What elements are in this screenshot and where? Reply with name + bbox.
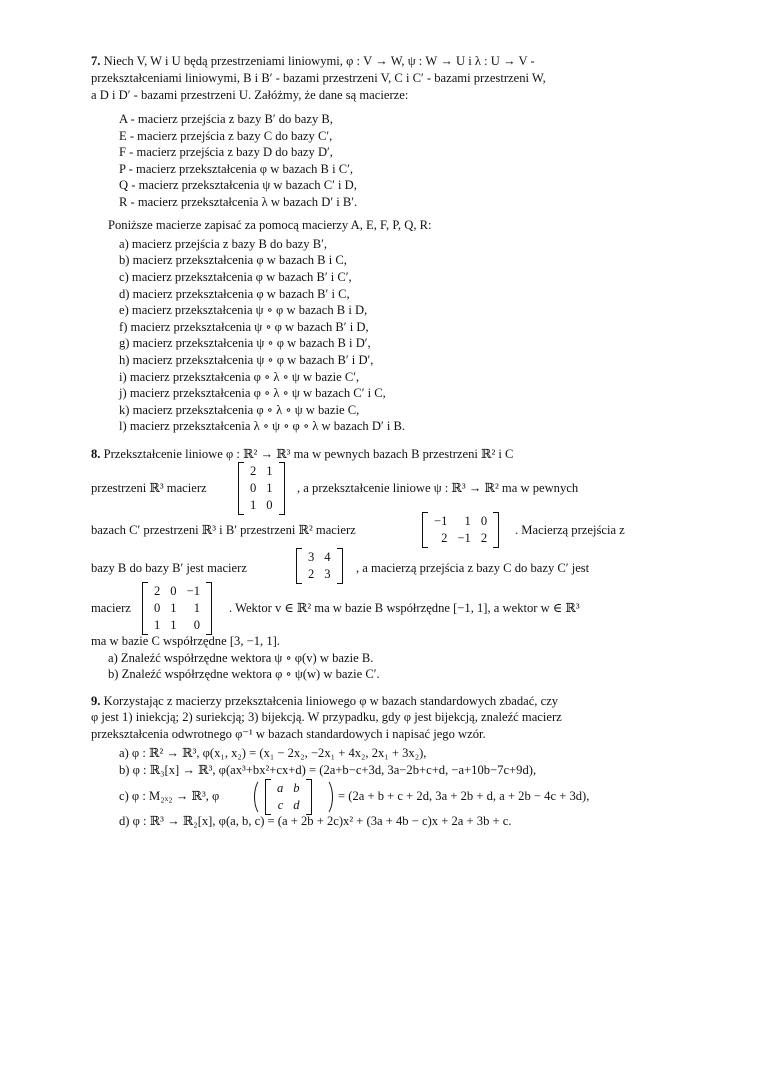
problem-8-number: 8. xyxy=(91,447,101,461)
matrix-c-to-c-prime: 2 0 −1 0 1 1 1 1 0 xyxy=(142,582,212,635)
problem-7-item-a: a) macierz przejścia z bazy B do bazy B′, xyxy=(119,237,327,251)
given-matrix-a: A - macierz przejścia z bazy B′ do bazy B, xyxy=(119,112,333,126)
problem-7-number: 7. xyxy=(91,54,101,68)
m1-cell: 2 xyxy=(250,464,257,478)
problem-8-line-2a: przestrzeni ℝ³ macierz xyxy=(91,481,207,495)
m1-cell: 0 xyxy=(250,481,257,495)
problem-8-item-b: b) Znaleźć współrzędne wektora φ ∘ ψ(w) w bazie C′. xyxy=(108,667,380,681)
m1-cell: 1 xyxy=(266,464,273,478)
matrix-abcd: a b c d xyxy=(265,779,312,815)
m1-cell: 0 xyxy=(266,498,273,512)
problem-7-item-b: b) macierz przekształcenia φ w bazach B i C, xyxy=(119,253,347,267)
problem-7-item-i: i) macierz przekształcenia φ ∘ λ ∘ ψ w bazie C′, xyxy=(119,370,360,384)
matrix-b-to-b-prime: 3 4 2 3 xyxy=(296,548,343,584)
problem-9-item-c-right: = (2a + b + c + 2d, 3a + 2b + d, a + 2b − 4c + 3d), xyxy=(338,789,590,803)
problem-9-item-b: b) φ : ℝ₃[x] → ℝ³, φ(ax³+bx²+cx+d) = (2a+b−c+3d, 3a−2b+c+d, −a+10b−7c+9d), xyxy=(119,763,537,777)
problem-8-line-4a: bazy B do bazy B′ jest macierz xyxy=(91,561,247,575)
problem-8-line-1: 8. Przekształcenie liniowe φ : ℝ² → ℝ³ ma w pewnych bazach B przestrzeni ℝ² i C xyxy=(91,447,514,461)
problem-9-item-d: d) φ : ℝ³ → ℝ₂[x], φ(a, b, c) = (a + 2b + 2c)x² + (3a + 4b − c)x + 2a + 3b + c. xyxy=(119,814,512,828)
given-matrix-e: E - macierz przejścia z bazy C do bazy C′, xyxy=(119,129,333,143)
given-matrix-r: R - macierz przekształcenia λ w bazach D′ i B′. xyxy=(119,195,358,209)
problem-7-item-g: g) macierz przekształcenia ψ ∘ φ w bazach B i D′, xyxy=(119,336,371,350)
problem-8-line-3b: . Macierzą przejścia z xyxy=(515,523,625,537)
problem-7-item-j: j) macierz przekształcenia φ ∘ λ ∘ ψ w bazach C′ i C, xyxy=(119,386,386,400)
problem-8-line-4b: , a macierzą przejścia z bazy C do bazy C′ jest xyxy=(356,561,590,575)
problem-7-item-d: d) macierz przekształcenia φ w bazach B′ i C, xyxy=(119,287,350,301)
problem-7-item-h: h) macierz przekształcenia ψ ∘ φ w bazach B′ i D′, xyxy=(119,353,374,367)
problem-9-line-1: 9. Korzystając z macierzy przekształcenia liniowego φ w bazach standardowych zbadać, czy xyxy=(91,694,559,708)
given-matrix-p: P - macierz przekształcenia φ w bazach B i C′, xyxy=(119,162,354,176)
problem-7-item-k: k) macierz przekształcenia φ ∘ λ ∘ ψ w bazie C, xyxy=(119,403,360,417)
problem-7-item-f: f) macierz przekształcenia ψ ∘ φ w bazach B′ i D, xyxy=(119,320,369,334)
problem-7-prompt: Poniższe macierze zapisać za pomocą macierzy A, E, F, P, Q, R: xyxy=(108,218,432,232)
problem-7-item-l: l) macierz przekształcenia λ ∘ ψ ∘ φ ∘ λ w bazach D′ i B. xyxy=(119,419,406,433)
problem-8-item-a: a) Znaleźć współrzędne wektora ψ ∘ φ(v) w bazie B. xyxy=(108,651,374,665)
problem-7-item-c: c) macierz przekształcenia φ w bazach B′ i C′, xyxy=(119,270,352,284)
given-matrix-q: Q - macierz przekształcenia ψ w bazach C′ i D, xyxy=(119,178,357,192)
problem-9-line-3: przekształcenia odwrotnego φ⁻¹ w bazach standardowych i napisać jego wzór. xyxy=(91,727,486,741)
matrix-psi: −1 1 0 2 −1 2 xyxy=(422,512,499,548)
problem-7-line-2: przekształceniami liniowymi, B i B′ - bazami przestrzeni V, C i C′ - bazami przestrzeni W, xyxy=(91,71,546,85)
problem-9-item-c-left: c) φ : M₂ₓ₂ → ℝ³, φ xyxy=(119,789,220,803)
problem-9-line-2: φ jest 1) iniekcją; 2) suriekcją; 3) bijekcją. W przypadku, gdy φ jest bijekcją, znaleźć macierz xyxy=(91,710,562,724)
problem-8-line-5a: macierz xyxy=(91,601,131,615)
m1-cell: 1 xyxy=(266,481,273,495)
problem-7-line-3: a D i D′ - bazami przestrzeni U. Załóżmy, że dane są macierze: xyxy=(91,88,409,102)
problem-8-line-3a: bazach C′ przestrzeni ℝ³ i B′ przestrzeni ℝ² macierz xyxy=(91,523,356,537)
problem-8-line-2b: , a przekształcenie liniowe ψ : ℝ³ → ℝ² ma w pewnych xyxy=(297,481,579,495)
right-paren xyxy=(315,778,333,816)
m1-cell: 1 xyxy=(250,498,257,512)
problem-7-item-e: e) macierz przekształcenia ψ ∘ φ w bazach B i D, xyxy=(119,303,368,317)
matrix-phi xyxy=(238,462,285,515)
problem-8-line-6: ma w bazie C współrzędne [3, −1, 1]. xyxy=(91,634,280,648)
problem-8-line-5b: . Wektor v ∈ ℝ² ma w bazie B współrzędne [−1, 1], a wektor w ∈ ℝ³ xyxy=(229,601,580,615)
problem-9-number: 9. xyxy=(91,694,101,708)
problem-7-line-1: 7. Niech V, W i U będą przestrzeniami liniowymi, φ : V → W, ψ : W → U i λ : U → V - xyxy=(91,54,535,68)
given-matrix-f: F - macierz przejścia z bazy D do bazy D′, xyxy=(119,145,333,159)
problem-9-item-a: a) φ : ℝ² → ℝ³, φ(x₁, x₂) = (x₁ − 2x₂, −2x₁ + 4x₂, 2x₁ + 3x₂), xyxy=(119,746,427,760)
